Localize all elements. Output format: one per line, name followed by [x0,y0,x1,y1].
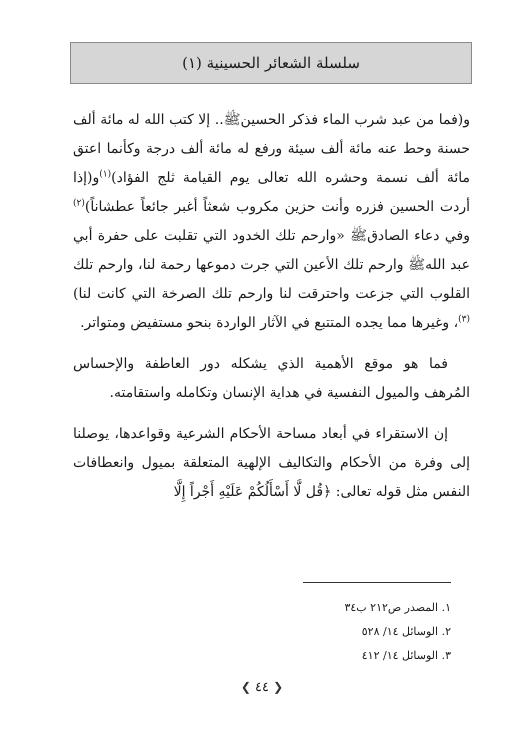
footnote-3: ٣. الوسائل ١٤/ ٤١٢ [361,649,451,662]
footnote-ref-2: (٢) [73,198,85,209]
footnote-2: ٢. الوسائل ١٤/ ٥٢٨ [361,625,451,638]
footnote-ref-3: (٣) [458,314,470,325]
page-number: ٤٤ [255,680,269,695]
page-number-area [0,680,524,695]
paragraph-1-text-4: ، وغيرها مما يجده المتتبع في الآثار الواردة بنحو مستفيض ومتواتر. [80,315,459,331]
paragraph-1-text-2: و(إذا أردت الحسين فزره وأنت حزين مكروب شعثاً أغبر جائعاً عطشاناً) [73,170,470,215]
series-title: سلسلة الشعائر الحسينية (١) [182,54,360,72]
running-header [70,42,472,84]
footnote-ref-1: (١) [99,169,112,180]
main-text [73,106,470,507]
paragraph-1-text-3: وفي دعاء الصادق‌ﷺ «وارحم تلك الخدود التي تقلبت على حفرة أبي عبد الله‌ﷺ وارحم تلك الأعين التي جرت دموعها رحمة لنا، وارحم تلك القلوب التي جزعت واحترقت لنا وارحم تلك الصرخة التي كانت لنا) [73,228,470,302]
ornament-right-icon: ❮ [273,680,284,694]
footnotes [151,596,451,668]
paragraph-1 [73,106,470,338]
paragraph-1-text: و(فما من عبد شرب الماء فذكر الحسين‌ﷺ.. إلا كتب الله له مائة ألف حسنة وحط عنه مائة ألف سيئة ورفع له مائة ألف درجة وكأنما اعتق مائة ألف نسمة وحشره الله تعالى يوم القيامة ثلج الفؤاد) [73,112,470,186]
paragraph-3: إن الاستقراء في أبعاد مساحة الأحكام الشرعية وقواعدها، يوصلنا إلى وفرة من الأحكام والتكاليف الإلهية المتعلقة بميول وانعطافات النفس مثل قوله تعالى: ﴿قُل لَّا أَسْأَلُكُمْ عَلَيْهِ أَجْراً إِلَّا [73,426,470,500]
paragraph-2: فما هو موقع الأهمية الذي يشكله دور العاطفة والإحساس المُرهف والميول النفسية في هداية الإنسان وتكامله واستقامته. [73,356,470,401]
footnote-1: ١. المصدر ص٢١٢ ب٣٤ [344,601,451,614]
ornament-left-icon: ❯ [240,680,251,694]
footnote-separator [303,582,451,583]
